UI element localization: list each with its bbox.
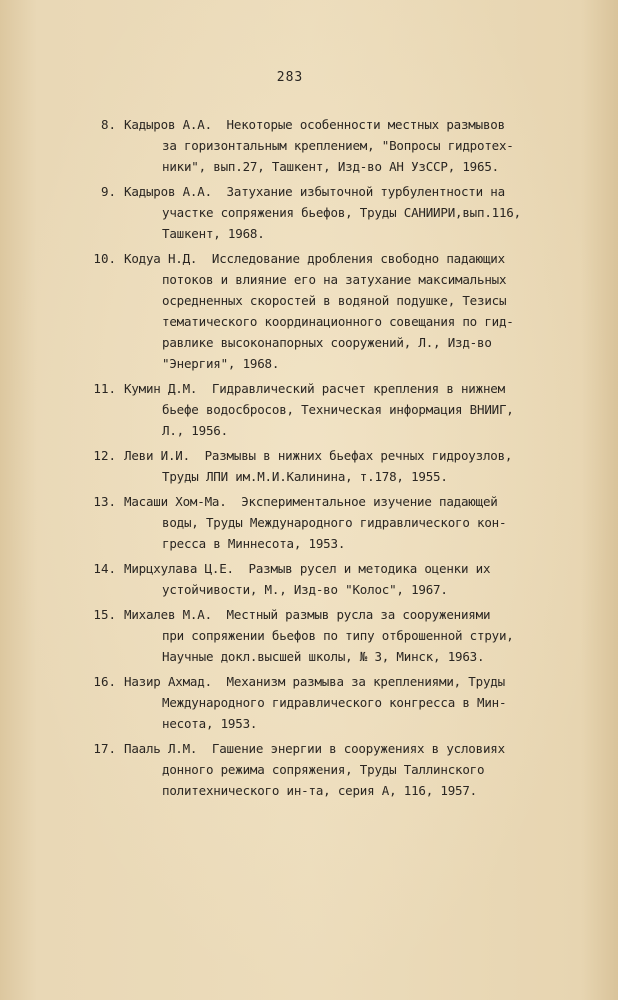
reference-line: Научные докл.высшей школы, № 3, Минск, 1963. [162, 649, 485, 664]
reference-text [124, 558, 586, 600]
reference-number: 17. [93, 741, 116, 756]
reference-number: 8. [100, 117, 116, 132]
reference-text [124, 491, 586, 554]
reference-number: 14. [93, 561, 116, 576]
reference-text [124, 248, 586, 374]
reference-line: потоков и влияние его на затухание максимальных [162, 272, 507, 287]
reference-item [86, 114, 586, 177]
reference-line: политехнического ин-та, серия А, 116, 1957. [162, 783, 478, 798]
reference-text [124, 738, 586, 801]
reference-text [124, 181, 586, 244]
reference-line: воды, Труды Международного гидравлического кон- [162, 515, 507, 530]
reference-line: тематического координационного совещания по гид- [162, 314, 514, 329]
reference-item [86, 671, 586, 734]
reference-line: бьефе водосбросов, Техническая информация ВНИИГ, [162, 402, 514, 417]
reference-line: осредненных скоростей в водяной подушке, Тезисы [162, 293, 507, 308]
reference-number: 16. [93, 674, 116, 689]
reference-line: донного режима сопряжения, Труды Таллинского [162, 762, 485, 777]
reference-item [86, 558, 586, 600]
reference-number: 12. [93, 448, 116, 463]
reference-list [86, 114, 586, 805]
reference-item [86, 248, 586, 374]
reference-line: Масаши Хом-Ма. Экспериментальное изучение падающей [124, 494, 498, 509]
reference-line: Л., 1956. [162, 423, 228, 438]
reference-number: 10. [93, 251, 116, 266]
reference-item [86, 491, 586, 554]
reference-line: "Энергия", 1968. [162, 356, 280, 371]
reference-line: Кадыров А.А. Затухание избыточной турбулентности на [124, 184, 505, 199]
reference-line: Пааль Л.М. Гашение энергии в сооружениях в условиях [124, 741, 505, 756]
reference-number: 9. [100, 184, 116, 199]
reference-item [86, 378, 586, 441]
reference-line: Леви И.И. Размывы в нижних бьефах речных гидроузлов, [124, 448, 513, 463]
reference-text [124, 604, 586, 667]
reference-line: Кумин Д.М. Гидравлический расчет крепления в нижнем [124, 381, 505, 396]
reference-line: устойчивости, М., Изд-во "Колос", 1967. [162, 582, 448, 597]
reference-line: Мирцхулава Ц.Е. Размыв русел и методика оценки их [124, 561, 491, 576]
reference-text [124, 378, 586, 441]
reference-line: Труды ЛПИ им.М.И.Калинина, т.178, 1955. [162, 469, 448, 484]
reference-number: 11. [93, 381, 116, 396]
reference-line: несота, 1953. [162, 716, 258, 731]
reference-line: при сопряжении бьефов по типу отброшенной струи, [162, 628, 514, 643]
reference-line: Михалев М.А. Местный размыв русла за сооружениями [124, 607, 491, 622]
reference-line: Международного гидравлического конгресса в Мин- [162, 695, 507, 710]
reference-number: 15. [93, 607, 116, 622]
reference-line: гресса в Миннесота, 1953. [162, 536, 346, 551]
reference-item [86, 445, 586, 487]
reference-line: участке сопряжения бьефов, Труды САНИИРИ,вып.116, [162, 205, 521, 220]
reference-line: за горизонтальным креплением, "Вопросы гидротех- [162, 138, 514, 153]
reference-text [124, 445, 586, 487]
reference-text [124, 114, 586, 177]
page-number: 283 [276, 70, 304, 85]
reference-line: Ташкент, 1968. [162, 226, 265, 241]
reference-item [86, 738, 586, 801]
reference-line: равлике высоконапорных сооружений, Л., Изд-во [162, 335, 492, 350]
reference-line: Назир Ахмад. Механизм размыва за креплениями, Труды [124, 674, 505, 689]
reference-item [86, 181, 586, 244]
reference-item [86, 604, 586, 667]
reference-line: Кадыров А.А. Некоторые особенности местных размывов [124, 117, 505, 132]
reference-line: ники", вып.27, Ташкент, Изд-во АН УзССР, 1965. [162, 159, 499, 174]
reference-number: 13. [93, 494, 116, 509]
reference-line: Кодуа Н.Д. Исследование дробления свободно падающих [124, 251, 505, 266]
reference-text [124, 671, 586, 734]
